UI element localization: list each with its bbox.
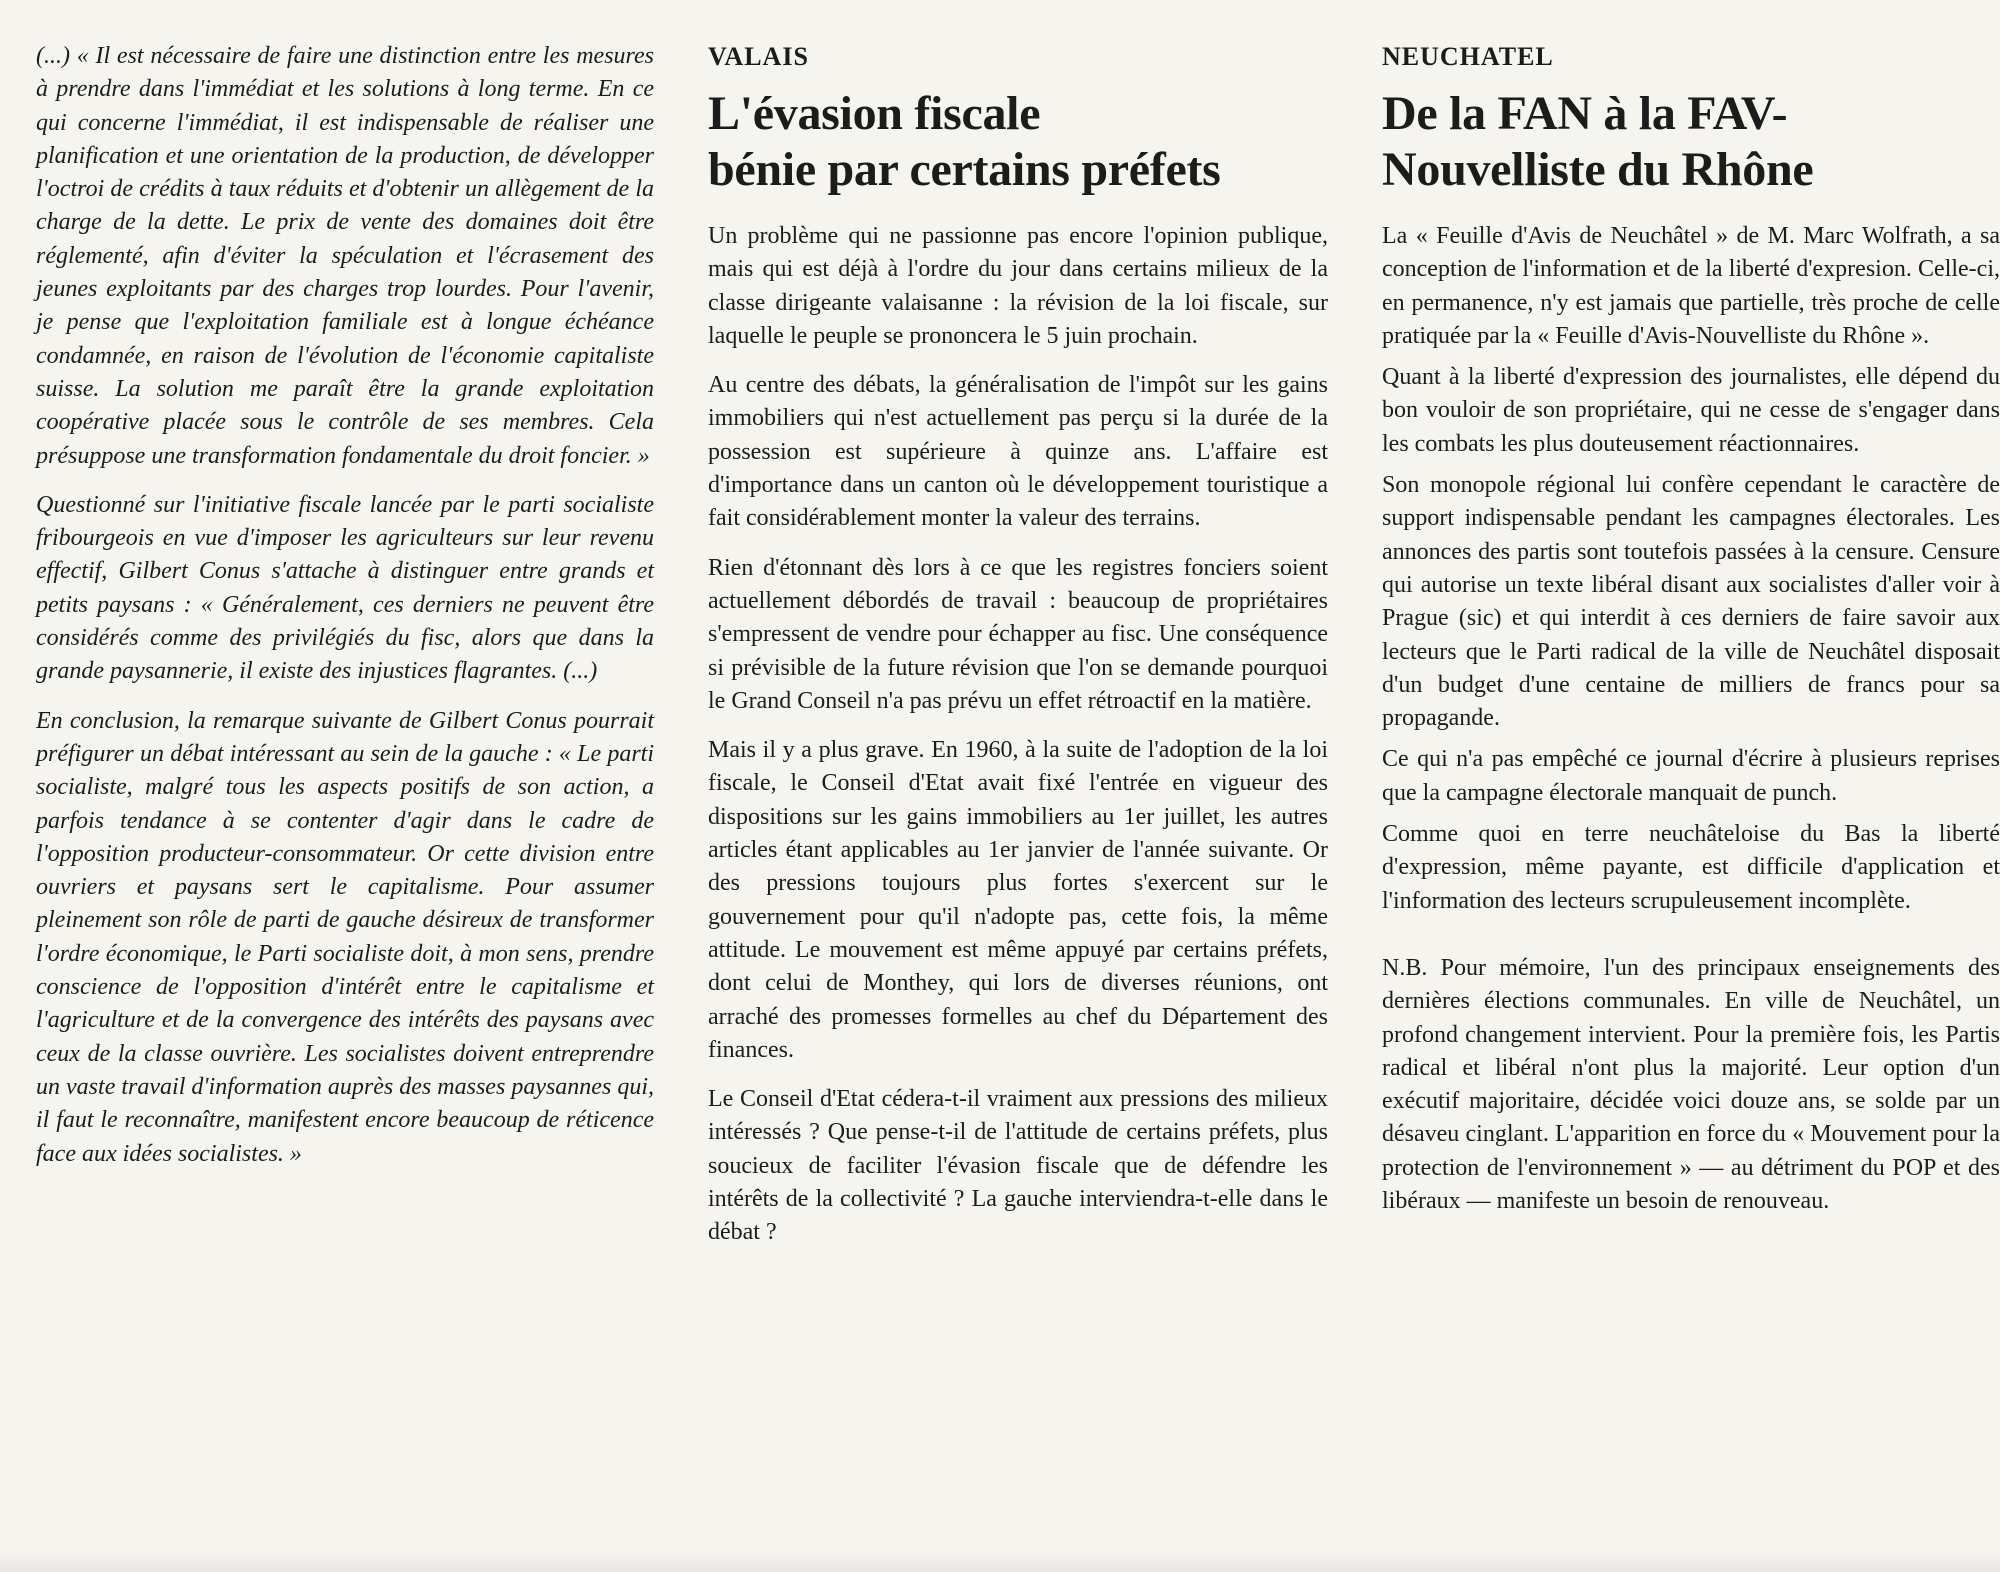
valais-headline — [708, 86, 1328, 198]
neuchatel-paragraph-1: La « Feuille d'Avis de Neuchâtel » de M. Marc Wolfrath, a sa conception de l'information et de la liberté d'expresion. Celle-ci, en permanence, n'y est jamais que partielle, très proche de celle pratiquée par la « Feuille d'Avis-Nouvelliste du Rhône ». — [1382, 223, 2000, 349]
neuchatel-headline-line-2: Nouvelliste du Rhône — [1382, 143, 1814, 196]
neuchatel-headline-line-1: De la FAN à la FAV- — [1382, 87, 1788, 140]
valais-paragraph-4: Mais il y a plus grave. En 1960, à la suite de l'adoption de la loi fiscale, le Conseil d'Etat avait fixé l'entrée en vigueur des dispositions sur les gains immobiliers au 1er juillet, les autres articles étant applicables au 1er janvier de l'année suivante. Or des pressions toujours plus fortes s'exercent sur le gouvernement pour qu'il n'adopte pas, cette fois, la même attitude. Le mouvement est même appuyé par certains préfets, dont celui de Monthey, qui lors de diverses réunions, ont arraché des promesses formelles au chef du Département des finances. — [708, 737, 1328, 1063]
left-paragraph-3: En conclusion, la remarque suivante de Gilbert Conus pourrait préfigurer un débat intéressant au sein de la gauche : « Le parti socialiste, malgré tous les aspects positifs de son action, a parfois tendance à se contenter d'agir dans le cadre de l'opposition producteur-consommateur. Or cette division entre ouvriers et paysans sert le capitalisme. Pour assumer pleinement son rôle de parti de gauche désireux de transformer l'ordre économique, le Parti socialiste doit, à mon sens, prendre conscience de l'opposition d'intérêt entre le capitalisme et l'agriculture et de la convergence des intérêts des paysans avec ceux de la classe ouvrière. Les socialistes doivent entreprendre un vaste travail d'information auprès des masses paysannes qui, il faut le reconnaître, manifestent encore beaucoup de réticence face aux idées socialistes. » — [36, 707, 654, 1167]
neuchatel-paragraph-2: Quant à la liberté d'expression des journalistes, elle dépend du bon vouloir de son propriétaire, qui ne cesse de s'engager dans les combats les plus douteusement réactionnaires. — [1382, 364, 2000, 457]
valais-headline-line-1: L'évasion fiscale — [708, 87, 1041, 140]
neuchatel-paragraph-4: Ce qui n'a pas empêché ce journal d'écrire à plusieurs reprises que la campagne électorale manquait de punch. — [1382, 746, 2000, 806]
left-column — [36, 40, 654, 1532]
neuchatel-headline — [1382, 86, 2000, 198]
valais-paragraph-1: Un problème qui ne passionne pas encore l'opinion publique, mais qui est déjà à l'ordre du jour dans certains milieux de la classe dirigeante valaisanne : la révision de la loi fiscale, sur laquelle le peuple se prononcera le 5 juin prochain. — [708, 223, 1328, 349]
valais-paragraph-2: Au centre des débats, la généralisation de l'impôt sur les gains immobiliers qui n'est actuellement pas perçu si la durée de la possession est supérieure à quinze ans. L'affaire est d'importance dans un canton où le développement touristique a fait considérablement monter la valeur des terrains. — [708, 372, 1328, 532]
scan-edge-shadow — [0, 1552, 2000, 1572]
neuchatel-nb-paragraph: N.B. Pour mémoire, l'un des principaux enseignements des dernières élections communales. En ville de Neuchâtel, un profond changement intervient. Pour la première fois, les Partis radical et libéral n'ont plus la majorité. Leur option d'un exécutif majoritaire, décidée voici douze ans, se solde par un désaveu cinglant. L'apparition en force du « Mouvement pour la protection de l'environnement » — au détriment du POP et des libéraux — manifeste un besoin de renouveau. — [1382, 954, 2000, 1215]
neuchatel-paragraph-3: Son monopole régional lui confère cependant le caractère de support indispensable pendant les campagnes électorales. Les annonces des partis sont toutefois passées à la censure. Censure qui autorise un texte libéral disant aux socialistes d'aller voir à Prague (sic) et qui interdit à ces derniers de faire savoir aux lecteurs que le Parti radical de la ville de Neuchâtel disposait d'un budget d'une centaine de milliers de francs pour sa propagande. — [1382, 472, 2000, 732]
valais-paragraph-5: Le Conseil d'Etat cédera-t-il vraiment aux pressions des milieux intéressés ? Que pense-t-il de l'attitude de certains préfets, plus soucieux de faciliter l'évasion fiscale que de défendre les intérêts de la collectivité ? La gauche interviendra-t-elle dans le débat ? — [708, 1086, 1328, 1246]
valais-kicker: VALAIS — [708, 42, 809, 71]
valais-headline-line-2: bénie par certains préfets — [708, 143, 1221, 196]
neuchatel-article — [1382, 40, 2000, 1532]
valais-article — [708, 40, 1328, 1532]
valais-paragraph-3: Rien d'étonnant dès lors à ce que les registres fonciers soient actuellement débordés de travail : beaucoup de propriétaires s'empressent de vendre pour échapper au fisc. Une conséquence si prévisible de la future révision que l'on se demande pourquoi le Grand Conseil n'a pas prévu un effet rétroactif en la matière. — [708, 554, 1328, 714]
neuchatel-kicker: NEUCHATEL — [1382, 42, 1554, 71]
left-paragraph-1: (...) « Il est nécessaire de faire une distinction entre les mesures à prendre dans l'immédiat et les solutions à long terme. En ce qui concerne l'immédiat, il est indispensable de réaliser une planification et une orientation de la production, de développer l'octroi de crédits à taux réduits et d'obtenir un allègement de la charge de la dette. Le prix de vente des domaines doit être réglementé, afin d'éviter la spéculation et l'écrasement des jeunes exploitants par des charges trop lourdes. Pour l'avenir, je pense que l'exploitation familiale est à longue échéance condamnée, en raison de l'évolution de l'économie capitaliste suisse. La solution me paraît être la grande exploitation coopérative placée sous le contrôle de ses membres. Cela présuppose une transformation fondamentale du droit foncier. » — [36, 43, 654, 469]
left-paragraph-2: Questionné sur l'initiative fiscale lancée par le parti socialiste fribourgeois en vue d'imposer les agriculteurs sur leur revenu effectif, Gilbert Conus s'attache à distinguer entre grands et petits paysans : « Généralement, ces derniers ne peuvent être considérés comme des privilégiés du fisc, alors que dans la grande paysannerie, il existe des injustices flagrantes. (...) — [36, 491, 654, 685]
neuchatel-paragraph-5: Comme quoi en terre neuchâteloise du Bas la liberté d'expression, même payante, est difficile d'application et l'information des lecteurs scrupuleusement incomplète. — [1382, 821, 2000, 914]
